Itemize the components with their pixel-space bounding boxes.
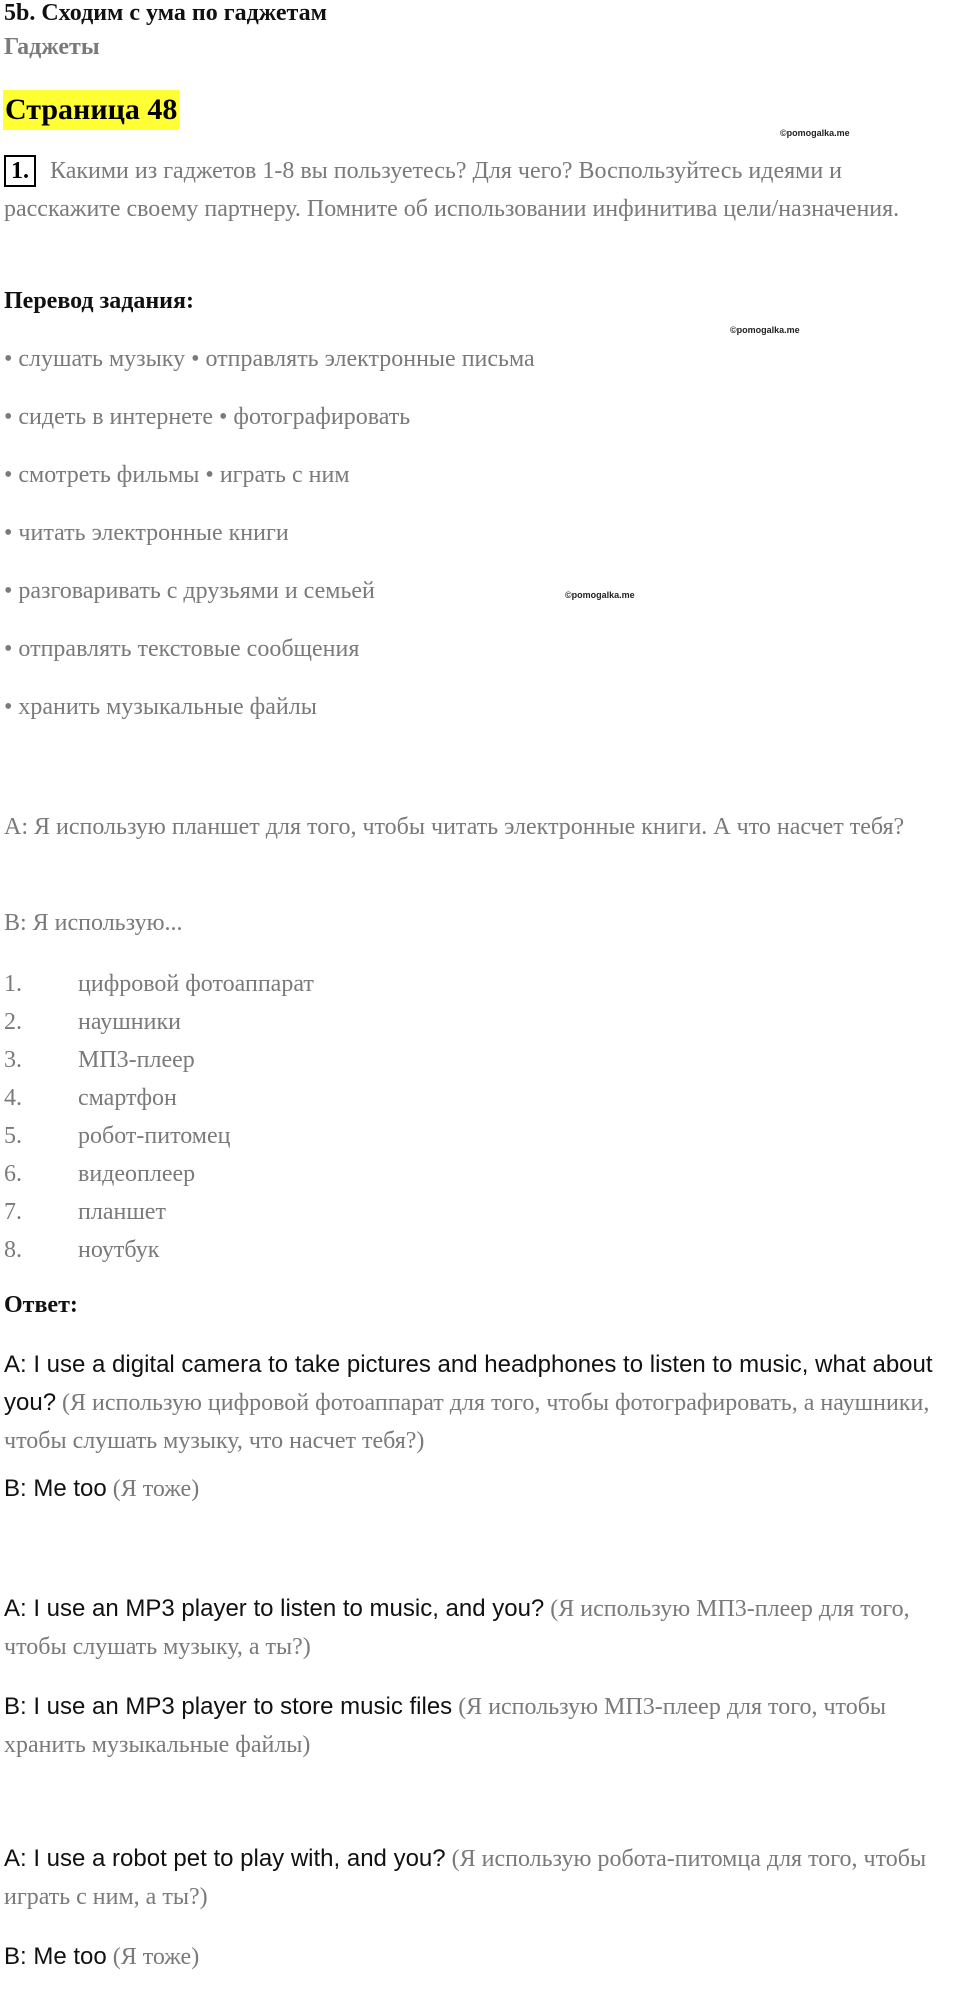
translation-header: Перевод задания:: [4, 288, 194, 314]
watermark: ©pomogalka.me: [565, 590, 635, 600]
answer-translation: (Я использую робота-питомца для того, чтобы играть с ним, а ты?): [4, 1846, 927, 1910]
gadget-name: наушники: [78, 1009, 181, 1035]
idea-item: • отправлять текстовые сообщения: [4, 636, 360, 662]
gadget-name: цифровой фотоаппарат: [78, 971, 314, 997]
page-label: Страница 48: [3, 90, 179, 130]
gadget-number: 3.: [4, 1047, 22, 1073]
answer-english: A: I use a digital camera to take pictures and headphones to listen to music, what about you?: [4, 1351, 933, 1416]
gadget-number: 4.: [4, 1085, 22, 1111]
task-number: 1.: [4, 155, 36, 187]
gadget-name: робот-питомец: [78, 1123, 231, 1149]
answer-translation: (Я использую цифровой фотоаппарат для того, чтобы фотографировать, а наушники, чтобы слушать музыку, что насчет тебя?): [4, 1390, 930, 1454]
idea-item: • смотреть фильмы • играть с ним: [4, 462, 350, 488]
gadget-item: [4, 1231, 159, 1269]
answer-line: [4, 1590, 954, 1666]
gadget-item: [4, 1155, 195, 1193]
gadget-number: 6.: [4, 1161, 22, 1187]
gadget-item: [4, 1193, 166, 1231]
answer-english: A: I use an MP3 player to listen to music, and you?: [4, 1595, 545, 1622]
gadget-item: [4, 1079, 177, 1117]
answer-line: [4, 1688, 954, 1764]
gadget-item: [4, 1041, 195, 1079]
gadget-name: ноутбук: [78, 1237, 160, 1263]
gadget-number: 1.: [4, 971, 22, 997]
answer-english: A: I use a robot pet to play with, and you?: [4, 1845, 446, 1872]
answer-english: B: Me too: [4, 1475, 107, 1502]
gadget-item: [4, 1003, 181, 1041]
lesson-subtitle: Гаджеты: [4, 34, 100, 60]
answer-translation: (Я использую МП3-плеер для того, чтобы хранить музыкальные файлы): [4, 1694, 887, 1758]
idea-item: • хранить музыкальные файлы: [4, 694, 317, 720]
gadget-item: [4, 1117, 230, 1155]
idea-item: • слушать музыку • отправлять электронные письма: [4, 346, 535, 372]
gadget-number: 2.: [4, 1009, 22, 1035]
answer-line: [4, 1938, 954, 1976]
answer-line: [4, 1346, 954, 1460]
gadget-number: 8.: [4, 1237, 22, 1263]
idea-item: • читать электронные книги: [4, 520, 289, 546]
task-text: Какими из гаджетов 1-8 вы пользуетесь? Для чего? Воспользуйтесь идеями и расскажите своему партнеру. Помните об использовании инфинитива цели/назначения.: [4, 158, 900, 222]
gadget-number: 7.: [4, 1199, 22, 1225]
gadget-number: 5.: [4, 1123, 22, 1149]
gadget-name: смартфон: [78, 1085, 177, 1111]
example-line-b: B: Я использую...: [4, 910, 183, 936]
answer-translation: (Я тоже): [112, 1944, 200, 1970]
lesson-title: 5b. Сходим с ума по гаджетам: [4, 0, 327, 26]
gadget-name: МП3-плеер: [78, 1047, 195, 1073]
watermark: ©pomogalka.me: [730, 325, 800, 335]
answer-translation: (Я использую МП3-плеер для того, чтобы слушать музыку, а ты?): [4, 1596, 910, 1660]
gadget-name: планшет: [78, 1199, 166, 1225]
gadget-name: видеоплеер: [78, 1161, 196, 1187]
answer-english: B: I use an MP3 player to store music files: [4, 1693, 453, 1720]
idea-item: • разговаривать с друзьями и семьей: [4, 578, 375, 604]
example-line-a: A: Я использую планшет для того, чтобы читать электронные книги. А что насчет тебя?: [4, 814, 905, 840]
idea-item: • сидеть в интернете • фотографировать: [4, 404, 411, 430]
answer-header: Ответ:: [4, 1292, 78, 1318]
gadget-item: [4, 965, 314, 1003]
answer-translation: (Я тоже): [112, 1476, 200, 1502]
answer-english: B: Me too: [4, 1943, 107, 1970]
watermark: ©pomogalka.me: [780, 128, 850, 138]
answer-line: [4, 1470, 954, 1508]
task-block: [4, 152, 924, 228]
answer-line: [4, 1840, 954, 1916]
